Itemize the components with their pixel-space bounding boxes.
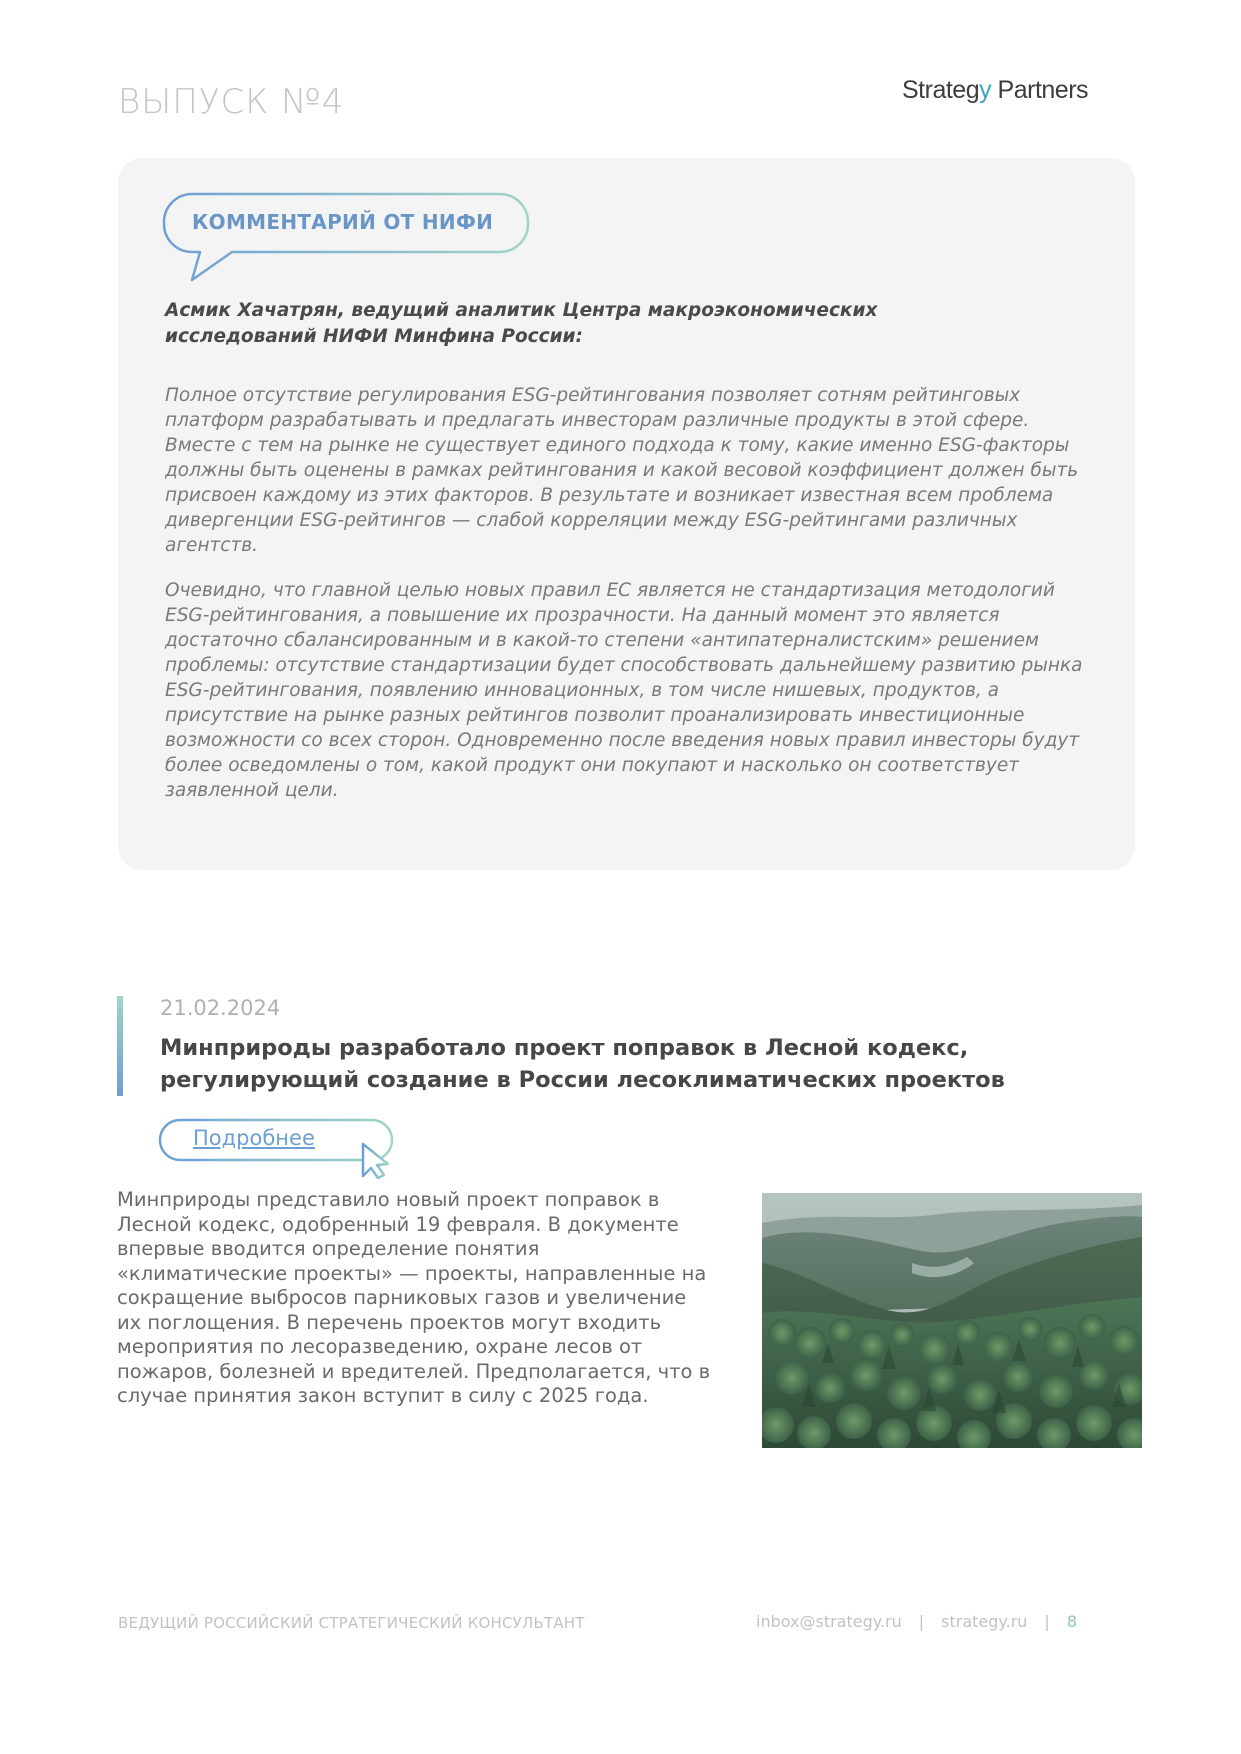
footer-separator: | bbox=[918, 1612, 925, 1631]
news-title: Минприроды разработало проект поправок в Лесной кодекс, регулирующий создание в России лесоклиматических проектов bbox=[160, 1035, 1005, 1093]
forest-image bbox=[762, 1193, 1142, 1448]
comment-paragraph: Полное отсутствие регулирования ESG-рейтингования позволяет сотням рейтинговых платформ разрабатывать и предлагать инвесторам различные продукты в этой сфере. Вместе с тем на рынке не существует единого подхода к тому, какие именно ESG-факторы должны быть оценены в рамках рейтингования и какой весовой коэффициент должен быть присвоен каждому из этих факторов. В результате и возникает известная всем проблема дивергенции ESG-рейтингов — слабой корреляции между ESG-рейтингами различных агентств. bbox=[165, 385, 1079, 556]
news-accent-bar bbox=[117, 996, 123, 1096]
footer-tagline: ВЕДУЩИЙ РОССИЙСКИЙ СТРАТЕГИЧЕСКИЙ КОНСУЛЬТАНТ bbox=[118, 1614, 585, 1632]
logo-accent: y bbox=[979, 76, 992, 104]
news-body: Минприроды представило новый проект поправок в Лесной кодекс, одобренный 19 февраля. В документе впервые вводится определение понятия «климатические проекты» — проекты, направленные на сокращение выбросов парниковых газов и увеличение их поглощения. В перечень проектов могут входить мероприятия по лесоразведению, охране лесов от пожаров, болезней и вредителей. Предполагается, что в случае принятия закон вступит в силу с 2025 года. bbox=[117, 1188, 711, 1407]
logo-part1: Strateg bbox=[902, 76, 980, 104]
comment-author: Асмик Хачатрян, ведущий аналитик Центра макроэкономических исследований НИФИ Минфина России: bbox=[165, 300, 878, 347]
more-link[interactable]: Подробнее bbox=[193, 1126, 315, 1150]
more-button[interactable] bbox=[158, 1118, 398, 1180]
footer-email-link[interactable]: inbox@strategy.ru bbox=[756, 1612, 902, 1631]
forest-landscape-photo-icon bbox=[762, 1193, 1142, 1448]
footer-site-link[interactable]: strategy.ru bbox=[941, 1612, 1028, 1631]
logo-part2: Partners bbox=[991, 76, 1089, 104]
issue-title: ВЫПУСК №4 bbox=[118, 82, 345, 122]
footer-contacts bbox=[756, 1612, 1077, 1631]
comment-label: КОММЕНТАРИЙ ОТ НИФИ bbox=[192, 210, 494, 234]
comment-paragraph: Очевидно, что главной целью новых правил ЕС является не стандартизация методологий ESG-рейтингования, а повышение их прозрачности. На данный момент это является достаточно сбалансированным и в какой-то степени «антипатерналистским» решением проблемы: отсутствие стандартизации будет способствовать дальнейшему развитию рынка ESG-рейтингования, появлению инновационных, в том числе нишевых, продуктов, а присутствие на рынке разных рейтингов позволит проанализировать инвестиционные возможности со всех сторон. Одновременно после введения новых правил инвесторы будут более осведомлены о том, какой продукт они покупают и насколько он соответствует заявленной цели. bbox=[165, 580, 1083, 801]
footer-separator: | bbox=[1044, 1612, 1050, 1631]
cursor-arrow-icon bbox=[363, 1144, 388, 1178]
speech-bubble-icon bbox=[162, 192, 532, 282]
news-date: 21.02.2024 bbox=[160, 996, 281, 1020]
page-number: 8 bbox=[1066, 1612, 1077, 1631]
company-logo[interactable] bbox=[902, 76, 1088, 105]
